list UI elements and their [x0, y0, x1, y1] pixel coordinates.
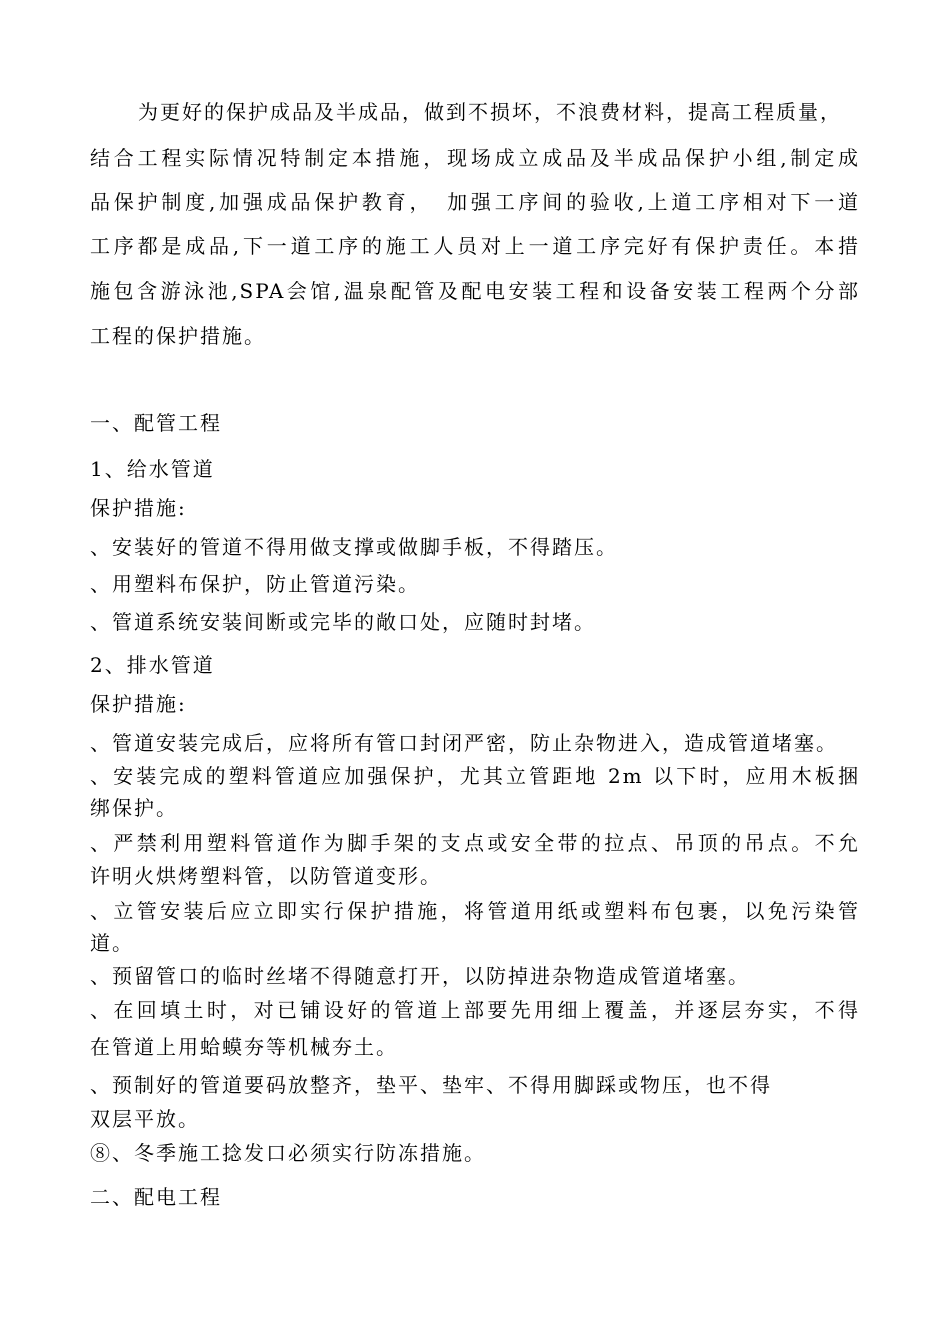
- list-item: 、管道安装完成后，应将所有管口封闭严密，防止杂物进入，造成管道堵塞。: [90, 731, 838, 755]
- list-item: 、管道系统安装间断或完毕的敞口处，应随时封堵。: [90, 610, 596, 634]
- subsection-title: 2、排水管道: [90, 653, 215, 677]
- measures-label: 保护措施:: [90, 496, 187, 520]
- list-item-continuation: 双层平放。: [90, 1107, 200, 1131]
- intro-line: 工程的保护措施。: [90, 324, 266, 348]
- intro-line: 为更好的保护成品及半成品，做到不损坏，不浪费材料，提高工程质量，: [138, 100, 842, 124]
- list-item-continuation: 许明火烘烤塑料管，以防管道变形。: [90, 864, 442, 888]
- intro-line: 施包含游泳池,SPA会馆,温泉配管及配电安装工程和设备安装工程两个分部: [90, 279, 860, 303]
- intro-line: 结合工程实际情况特制定本措施，现场成立成品及半成品保护小组,制定成: [90, 146, 860, 170]
- subsection-title: 1、给水管道: [90, 457, 215, 481]
- list-item: ⑧、冬季施工捻发口必须实行防冻措施。: [90, 1141, 486, 1165]
- measures-label: 保护措施:: [90, 692, 187, 716]
- list-item: 、预制好的管道要码放整齐，垫平、垫牢、不得用脚踩或物压，也不得: [90, 1073, 772, 1097]
- list-item: 、预留管口的临时丝堵不得随意打开，以防掉进杂物造成管道堵塞。: [90, 964, 750, 988]
- list-item: 、用塑料布保护，防止管道污染。: [90, 572, 420, 596]
- intro-line: 品保护制度,加强成品保护教育， 加强工序间的验收,上道工序相对下一道: [90, 190, 860, 214]
- list-item: 、安装完成的塑料管道应加强保护，尤其立管距地 2m 以下时，应用木板捆: [90, 764, 860, 788]
- list-item: 、立管安装后应立即实行保护措施，将管道用纸或塑料布包裹，以免污染管: [90, 899, 860, 923]
- list-item-continuation: 道。: [90, 931, 134, 955]
- section-heading: 二、配电工程: [90, 1185, 222, 1209]
- list-item: 、在回填土时，对已铺设好的管道上部要先用细上覆盖，并逐层夯实，不得: [90, 998, 860, 1022]
- list-item: 、严禁利用塑料管道作为脚手架的支点或安全带的拉点、吊顶的吊点。不允: [90, 831, 860, 855]
- list-item-continuation: 绑保护。: [90, 796, 178, 820]
- intro-line: 工序都是成品,下一道工序的施工人员对上一道工序完好有保护责任。本措: [90, 234, 860, 258]
- list-item-continuation: 在管道上用蛤蟆夯等机械夯土。: [90, 1035, 398, 1059]
- section-heading: 一、配管工程: [90, 411, 222, 435]
- list-item: 、安装好的管道不得用做支撑或做脚手板，不得踏压。: [90, 535, 618, 559]
